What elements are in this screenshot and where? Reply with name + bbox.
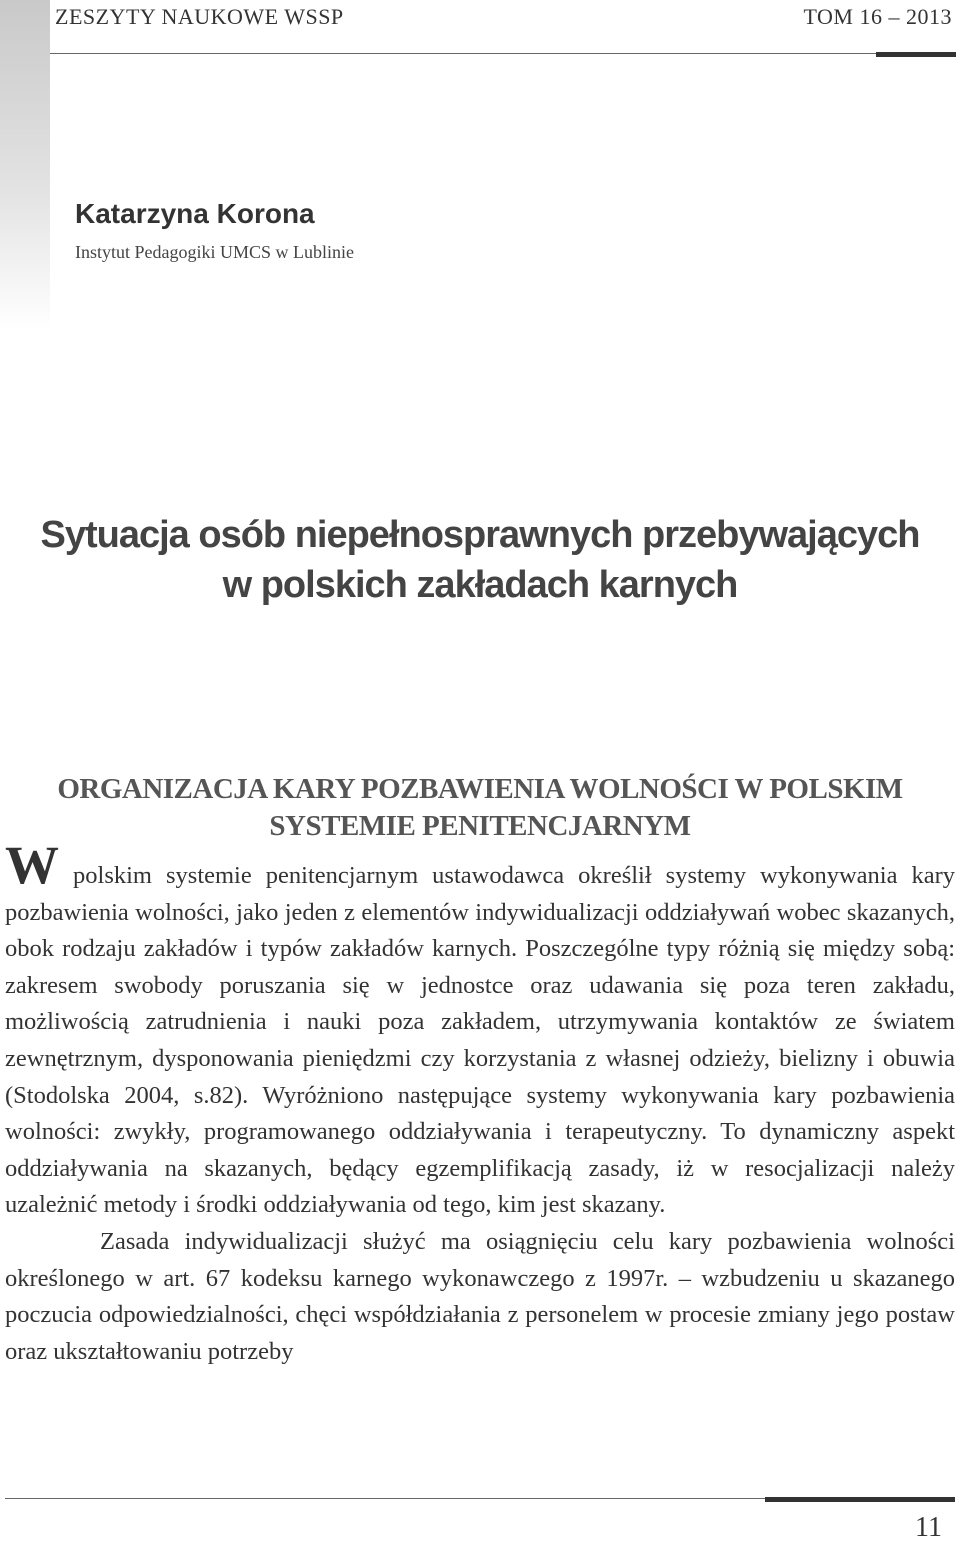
section-heading xyxy=(0,771,960,845)
article-title xyxy=(0,510,960,610)
footer-rule-accent xyxy=(765,1497,955,1502)
footer-rule xyxy=(5,1498,765,1499)
section-heading-line-1: ORGANIZACJA KARY POZBAWIENIA WOLNOŚCI W POLSKIM xyxy=(57,773,903,805)
paragraph-2: Zasada indywidualizacji służyć ma osiągnięciu celu kary pozbawienia wolności określonego w art. 67 kodeksu karnego wykonawczego z 1997r. – wzbudzeniu u skazanego poczucia odpowiedzialności, chęci współdziałania z personelem w procesie zmiany jego postaw oraz ukształtowaniu potrzeby xyxy=(5,1227,955,1365)
volume-info: TOM 16 – 2013 xyxy=(803,4,952,29)
header-rule-accent xyxy=(876,52,956,57)
page-number: 11 xyxy=(915,1512,942,1543)
title-line-1: Sytuacja osób niepełnosprawnych przebywających xyxy=(40,514,920,556)
section-heading-line-2: SYSTEMIE PENITENCJARNYM xyxy=(269,810,691,842)
author-affiliation: Instytut Pedagogiki UMCS w Lublinie xyxy=(75,242,354,262)
header-rule xyxy=(50,53,876,54)
journal-name: ZESZYTY NAUKOWE WSSP xyxy=(55,4,344,29)
paragraph-1 xyxy=(5,835,955,1224)
running-header xyxy=(55,4,952,30)
author-name: Katarzyna Korona xyxy=(75,198,315,229)
article-body xyxy=(5,835,955,1370)
drop-cap: W xyxy=(5,835,59,895)
title-line-2: w polskich zakładach karnych xyxy=(222,564,738,606)
paragraph-1-text: polskim systemie penitencjarnym ustawodawca określił systemy wykonywania kary pozbawienia wolności, jako jeden z elementów indywidualizacji oddziaływań wobec skazanych, obok rodzaju zakładów i typów zakładów karnych. Poszczególne typy różnią się między sobą: zakresem swobody poruszania się w jednostce oraz udawania się poza teren zakładu, możliwością zatrudnienia i nauki poza zakładem, utrzymywania kontaktów ze światem zewnętrznym, dysponowania pieniędzmi czy korzystania z własnej odzieży, bielizny i obuwia (Stodolska 2004, s.82). Wyróżniono następujące systemy wykonywania kary pozbawienia wolności: zwykły, programowanego oddziaływania i terapeutyczny. To dynamiczny aspekt oddziaływania na skazanych, będący egzemplifikacją zasady, iż w resocjalizacji należy uzależnić metody i środki oddziaływania od tego, kim jest skazany. xyxy=(5,862,955,1219)
margin-shade xyxy=(0,0,50,330)
